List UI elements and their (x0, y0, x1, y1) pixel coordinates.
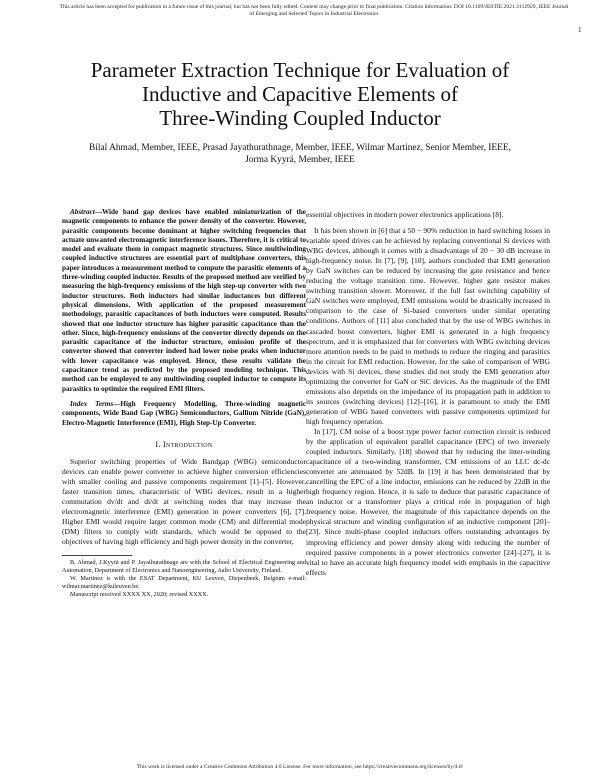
abstract-lead: Abstract (70, 208, 95, 216)
author-list (40, 142, 560, 166)
abstract-text: —Wide band gap devices have enabled miniaturization of the magnetic components to enhance the power density of the converter. However, parasitic components become dominant at higher switching frequencies that actuate unwanted electromagnetic interference issues. Therefore, it is critical to model and evaluate them in compact magnetic structures. Since multiwinding coupled inductive structures are essential part of multiphase converters, this paper introduces a measurement method to compute the parasitic elements of a three-winding coupled inductor. Results of the proposed method are verified by measuring the high-frequency emissions of the high step-up converter with two inductor structures. Both inductors had similar inductances but different physical dimensions. With application of the proposed measurement methodology, parasitic capacitances of both inductors were computed. Results showed that one inductor structure has higher parasitic capacitance than the other. Since, high-frequency emissions of the converter directly depends on the parasitic capacitance of the inductor structure, emission profile of the converter showed that converter indeed had lower noise peaks when inductor with lower capacitance was employed. Hence, these results validate the capacitance trend as predicted by the proposed modeling technique. This method can be employed to any multiwinding coupled inductor to compute its parasitics to optimize the required EMI filters. (62, 208, 306, 393)
license-footer: This work is licensed under a Creative Commons Attribution 4.0 License. For more information, see https://creativecommons.org/licenses/by/4.0/ (136, 764, 464, 770)
journal-notice (40, 4, 588, 18)
abstract (62, 208, 306, 394)
left-column (62, 208, 306, 599)
authors-line2: Jorma Kyyrä, Member, IEEE (245, 155, 355, 165)
title-line3: Three-Winding Coupled Inductor (159, 106, 441, 130)
paper-title (40, 58, 560, 130)
intro-paragraph-2: It has been shown in [6] that a 50 − 90% reduction in hard switching losses in variable speed drives can be achieved by replacing conventional Si devices with WBG devices, although it comes with a disadvantage of 20 − 30 dB increase in high-frequency noise. In [7], [9], [10], authors concluded that EMI generation by GaN switches can be reduced by increasing the gate resistance and hence reducing the voltage transition time. However, higher gate resistor makes switching transition slower. Moreover, if the full fast switching capability of GaN switches were employed, EMI emissions would be drastically increased in comparison to the case of Si-based converters under similar operating conditions. Authors of [11] also concluded that by the use of WBG switches in cascaded boost converters, higher EMI is generated in a high frequency spectrum, and it is emphasized that for converters with WBG switching devices more attention needs to be paid to methods to reduce the ringing and parasitics in the circuit for EMI reduction. However, for the sake of comparison of WBG devices with Si devices, these studies did not study the EMI generation after optimizing the converter for GaN or SiC devices. As the magnitude of the EMI emissions also depends on the impedance of its propagation path in addition to its sources (switching devices) [12]–[16], it is paramount to study the EMI generation of WBG based converters with passive components optimized for high frequency operation. (306, 226, 550, 426)
intro-paragraph-1: Superior switching properties of Wide Bandgap (WBG) semiconductor devices can enable power converter to achieve higher conversion efficiencies with smaller cooling and passive components requirement [1]–[5]. However, faster transition times, characteristic of WBG devices, result in a higher commutation dv/dt and di/dt at switching nodes that may increase the electromagnetic interference (EMI) generation in power converters [6], [7]. Higher EMI would require larger common mode (CM) and differential mode (DM) filters to comply with standards, which would be opposed to the objectives of having high efficiency and high power density in the converter, (62, 456, 306, 547)
index-terms-text: —High Frequency Modelling, Three-winding magnetic components, Wide Band Gap (WBG) Semiconductors, Gallium Nitride (GaN), Electro-Magnetic Interference (EMI), High Step-Up Converter. (62, 399, 307, 427)
index-terms-lead: Index Terms (70, 399, 114, 408)
footnote-affiliation-kuleuven: W. Martinez is with the ESAT Department, KU Leuven, Diepenbeek, Belgium e-mail: wilmar.martinez@kuleuven.be. (62, 575, 306, 591)
right-column (306, 210, 550, 578)
intro-paragraph-3: In [17], CM noise of a boost type power factor correction circuit is reduced by the application of equivalent parallel capacitance (EPC) of two inversely coupled inductors. Similarly, [18] showed that by reducing the inter-winding capacitance of a two-winding transformer, CM emissions of an LLC dc-dc converter are attenuated by 52dB. In [19] it has been demonstrated that by cancelling the EPC of a line inductor, emissions can be reduced by 22dB in the high frequency region. Hence, it is safe to deduce that parasitic capacitance of an inductor or a transformer plays a critical role in propagation of high frequency noise. However, the magnitude of this capacitance depends on the physical structure and winding configuration of an inductive component [20]–[23]. Since multi-phase coupled inductors offers outstanding advantages by improving efficiency and power density along with reducing the number of required passive components in a power electronics converter [24]–[27], it is vital to have an accurate high frequency model with emphasis in the capacitive effects (306, 426, 550, 577)
journal-notice-line1: This article has been accepted for publication in a future issue of this journal, but has not been fully edited. Content may change prior to final publication. Citation information: DOI 10.1109/JESTIE.2021.3112929, IEEE Journal (59, 4, 569, 10)
footnote-affiliation-aalto: B. Ahmad, J.Kyyrä and P. Jayathurathnage are with the School of Electrical Engineering and Automation, Department of Electronics and Nanoengineering, Aalto University, Finland. (62, 559, 306, 575)
journal-notice-line2: of Emerging and Selected Topics in Industrial Electronics (249, 11, 379, 18)
title-line2: Inductive and Capacitive Elements of (141, 82, 459, 106)
section-heading: I. Introduction (155, 439, 213, 449)
footnote-manuscript-dates: Manuscript received XXXX XX, 2020; revised XXXX. (70, 591, 209, 599)
intro-paragraph-continued: essential objectives in modern power electronics applications [8]. (306, 210, 504, 219)
footnote-rule (62, 555, 132, 556)
title-line1: Parameter Extraction Technique for Evaluation of (90, 58, 510, 82)
page-number: 1 (578, 26, 582, 34)
index-terms (62, 400, 306, 428)
authors-line1: Bilal Ahmad, Member, IEEE, Prasad Jayathurathnage, Member, IEEE, Wilmar Martinez, Senior Member, IEEE, (89, 143, 511, 153)
